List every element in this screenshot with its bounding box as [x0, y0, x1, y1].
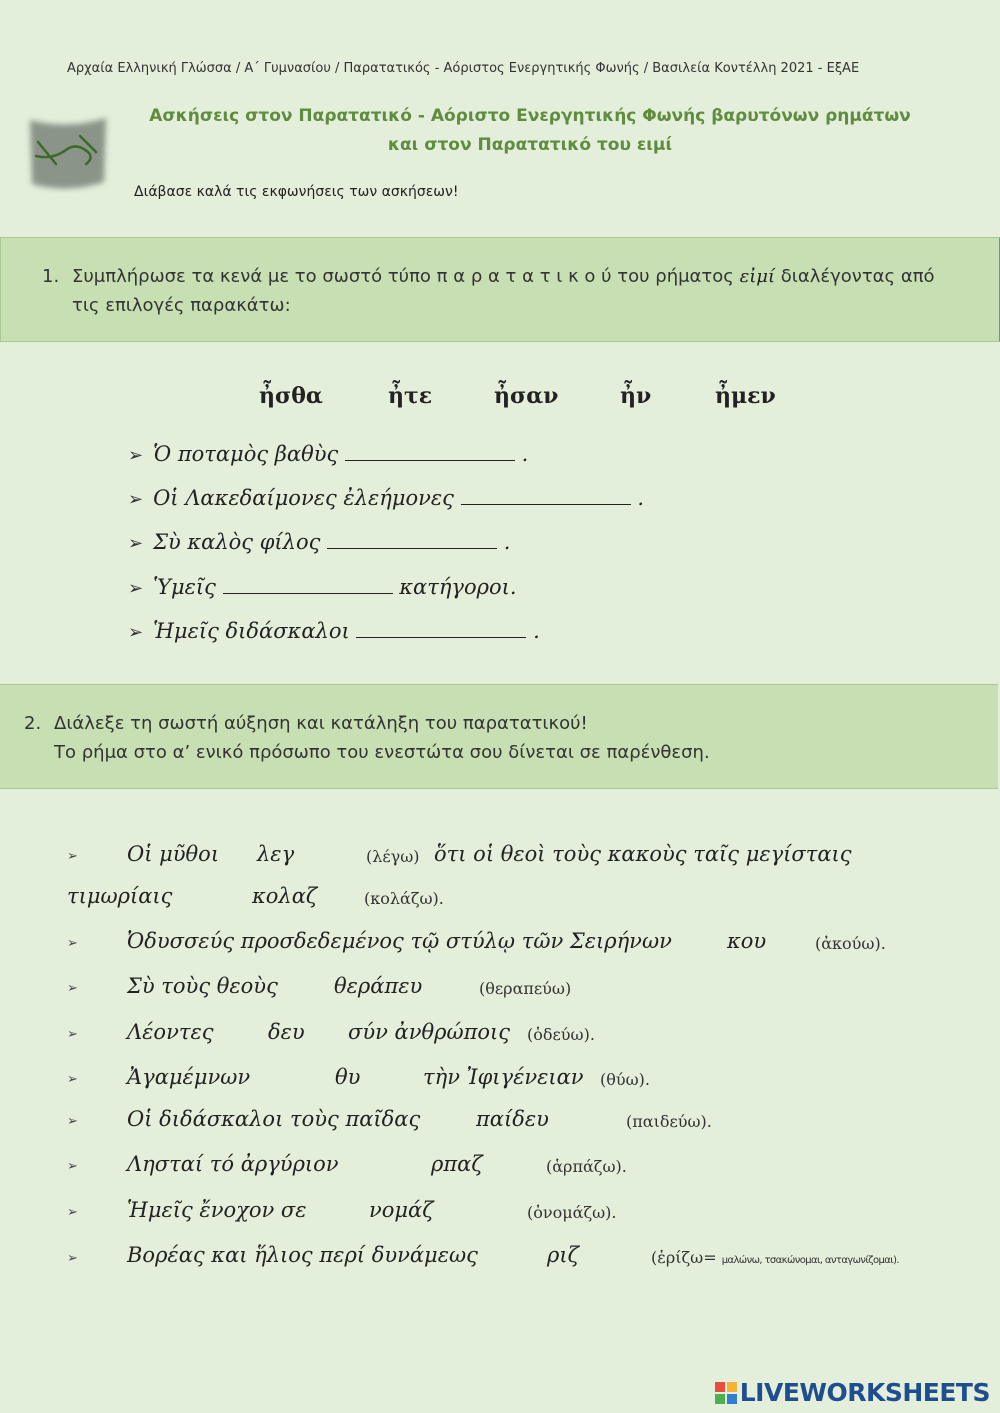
verb-stem: ρπαζ: [431, 1152, 483, 1176]
arrow-bullet-icon: ➢: [128, 622, 144, 643]
arrow-bullet-icon: ➢: [128, 578, 144, 599]
exercise1-instruction: 1. Συμπλήρωσε τα κενά με το σωστό τύπο π α ρ α τ α τ ι κ ο ύ του ρήματος εἰμί διαλέγοντας από τις επιλογές παρακάτω:: [42, 262, 972, 320]
arrow-bullet-icon: ➢: [128, 489, 144, 510]
verb-hint: (ὁδεύω).: [527, 1025, 595, 1044]
verb-hint: (παιδεύω).: [626, 1112, 712, 1131]
exercise2-number: 2.: [24, 713, 42, 734]
item-text: Λησταί τό ἀργύριον: [127, 1152, 339, 1176]
verb-stem: θυ: [335, 1065, 361, 1089]
arrow-bullet-icon: ➢: [67, 1251, 78, 1266]
option-item[interactable]: ἦσαν: [494, 383, 559, 409]
sentence-row: ➢ Οἱ Λακεδαίμονες ἐλεήμονες .: [128, 486, 645, 510]
sentence-row: ➢ Ἡμεῖς διδάσκαλοι .: [128, 619, 540, 643]
sentence-row: ➢ Σὺ καλὸς φίλος .: [128, 530, 511, 554]
page-title-line2: και στον Παρατατικό του ειμί: [387, 135, 673, 155]
item-text: Ὀδυσσεύς προσδεδεμένος τῷ στύλῳ τῶν Σειρήνων: [127, 929, 672, 953]
item-text: τιμωρίαις: [67, 884, 173, 908]
verb-stem: κολαζ: [252, 884, 318, 908]
verb-stem: παίδευ: [476, 1107, 549, 1131]
verb-gloss: μαλώνω, τσακώνομαι, ανταγωνίζομαι).: [721, 1255, 899, 1266]
pen-sketch-icon: [22, 112, 114, 194]
header-info: Αρχαία Ελληνική Γλώσσα / Α΄ Γυμνασίου / Παρατατικός - Αόριστος Ενεργητικής Φωνής / Βασιλεία Κοντέλλη 2021 - ΕξΑΕ: [67, 61, 860, 76]
verb-hint: (ἐρίζω= μαλώνω, τσακώνομαι, ανταγωνίζομαι).: [651, 1248, 899, 1267]
sentence-row: ➢ Ὁ ποταμὸς βαθὺς .: [128, 442, 529, 466]
arrow-bullet-icon: ➢: [67, 1159, 78, 1174]
option-item[interactable]: ἦμεν: [715, 383, 776, 409]
item-text: Λέοντες: [127, 1020, 214, 1044]
option-item[interactable]: ἦτε: [388, 383, 433, 409]
arrow-bullet-icon: ➢: [67, 1072, 78, 1087]
item-text: Ἀγαμέμνων: [127, 1065, 251, 1089]
arrow-bullet-icon: ➢: [128, 533, 144, 554]
arrow-bullet-icon: ➢: [67, 936, 78, 951]
liveworksheets-logo-icon: [715, 1381, 737, 1403]
verb-hint: (ἀκούω).: [815, 934, 886, 953]
verb-stem: ριζ: [547, 1243, 579, 1267]
page-title-line1: Ασκήσεις στον Παρατατικό - Αόριστο Ενεργητικής Φωνής βαρυτόνων ρημάτων: [149, 106, 911, 126]
arrow-bullet-icon: ➢: [67, 981, 78, 996]
answer-blank[interactable]: [327, 530, 497, 549]
item-text: Βορέας και ἥλιος περί δυνάμεως: [127, 1243, 478, 1267]
verb-hint: (θεραπεύω): [479, 979, 572, 998]
verb-eimi: εἰμί: [739, 266, 776, 287]
verb-stem: λεγ: [257, 842, 295, 866]
arrow-bullet-icon: ➢: [67, 1114, 78, 1129]
answer-blank[interactable]: [356, 619, 526, 638]
page-subtitle: Διάβασε καλά τις εκφωνήσεις των ασκήσεων!: [134, 184, 459, 200]
verb-hint: (λέγω): [366, 847, 420, 866]
verb-hint: (κολάζω).: [364, 889, 444, 908]
option-item[interactable]: ἦν: [620, 383, 652, 409]
verb-hint: (ὀνομάζω).: [527, 1203, 617, 1222]
item-text: τὴν Ἰφιγένειαν: [423, 1065, 584, 1089]
option-item[interactable]: ἦσθα: [259, 383, 323, 409]
verb-stem: θεράπευ: [334, 974, 423, 998]
verb-hint: (ἁρπάζω).: [546, 1157, 627, 1176]
liveworksheets-brand: LIVEWORKSHEETS: [715, 1378, 990, 1407]
answer-blank[interactable]: [461, 486, 631, 505]
exercise1-number: 1.: [42, 266, 60, 287]
arrow-bullet-icon: ➢: [67, 1205, 78, 1220]
item-text: Οἱ διδάσκαλοι τοὺς παῖδας: [127, 1107, 421, 1131]
exercise2-instruction: 2. Διάλεξε τη σωστή αύξηση και κατάληξη του παρατατικού! Το ρήμα στο α’ ενικό πρόσωπο του ενεστώτα σου δίνεται σε παρένθεση.: [24, 709, 964, 767]
arrow-bullet-icon: ➢: [67, 849, 78, 864]
item-text: Ἡμεῖς ἔνοχον σε: [127, 1198, 307, 1222]
verb-hint: (θύω).: [600, 1070, 650, 1089]
verb-stem: νομάζ: [369, 1198, 434, 1222]
arrow-bullet-icon: ➢: [67, 1027, 78, 1042]
item-text: Οἱ μῦθοι: [127, 842, 220, 866]
arrow-bullet-icon: ➢: [128, 445, 144, 466]
sentence-row: ➢ Ὑμεῖς κατήγοροι.: [128, 575, 517, 599]
verb-stem: δευ: [268, 1020, 305, 1044]
item-text: Σὺ τοὺς θεοὺς: [127, 974, 278, 998]
verb-stem: κου: [727, 929, 767, 953]
spaced-word: π α ρ α τ α τ ι κ ο ύ: [436, 266, 612, 287]
answer-blank[interactable]: [223, 575, 393, 594]
item-text: ὅτι οἱ θεοὶ τοὺς κακοὺς ταῖς μεγίσταις: [434, 842, 852, 866]
answer-blank[interactable]: [345, 442, 515, 461]
item-text: σύν ἀνθρώποις: [348, 1020, 511, 1044]
